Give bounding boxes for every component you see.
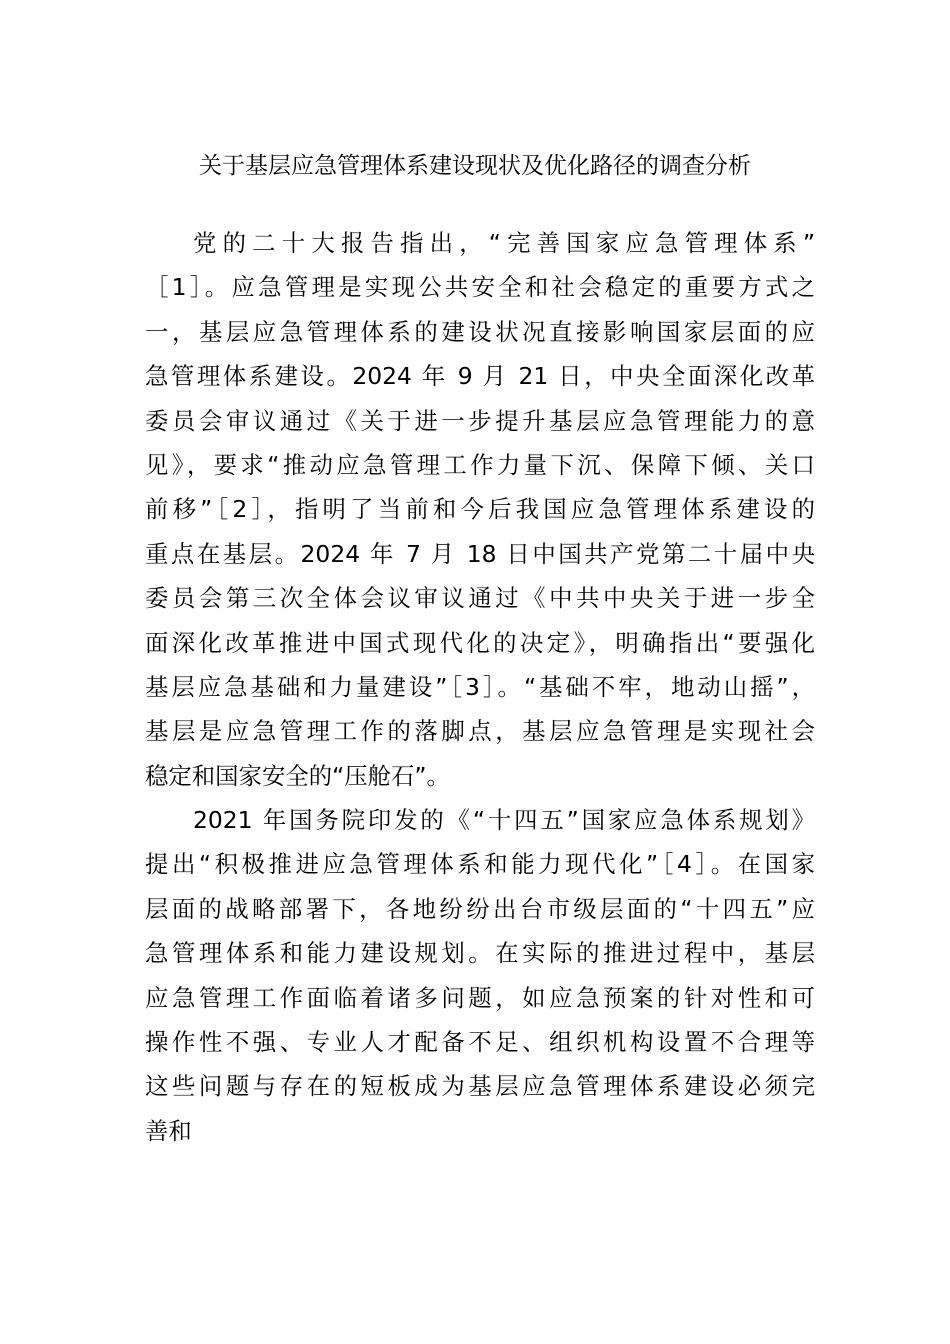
text-line: 操作性不强、专业人才配备不足、组织机构设置不合理等 bbox=[145, 1027, 815, 1056]
text-line: 应急管理工作面临着诸多问题，如应急预案的针对性和可 bbox=[145, 983, 815, 1012]
text-line: 急管理体系建设。2024 年 9 月 21 日，中央全面深化改革 bbox=[145, 362, 815, 391]
text-line: 稳定和国家安全的“压舱石”。 bbox=[145, 761, 450, 790]
text-line: 党的二十大报告指出，“完善国家应急管理体系” bbox=[193, 229, 815, 257]
text-line: 前移”［2］，指明了当前和今后我国应急管理体系建设的 bbox=[145, 495, 815, 524]
text-line: 基层是应急管理工作的落脚点，基层应急管理是实现社会 bbox=[145, 717, 815, 746]
text-line: 委员会第三次全体会议审议通过《中共中央关于进一步全 bbox=[145, 584, 815, 613]
text-line: 一，基层应急管理体系的建设状况直接影响国家层面的应 bbox=[145, 317, 815, 346]
text-line: 善和 bbox=[145, 1116, 192, 1145]
text-line: 基层应急基础和力量建设”［3］。“基础不牢，地动山摇”， bbox=[145, 672, 815, 701]
text-line: 层面的战略部署下，各地纷纷出台市级层面的“十四五”应 bbox=[145, 894, 815, 923]
text-line: 见》，要求“推动应急管理工作力量下沉、保障下倾、关口 bbox=[145, 450, 815, 479]
paragraph-1 bbox=[145, 221, 815, 798]
text-line: 2021 年国务院印发的《“十四五”国家应急体系规划》 bbox=[193, 806, 815, 834]
text-line: 面深化改革推进中国式现代化的决定》，明确指出“要强化 bbox=[145, 628, 815, 657]
text-line: 提出“积极推进应急管理体系和能力现代化”［4］。在国家 bbox=[145, 850, 815, 879]
paragraph-2 bbox=[145, 798, 815, 1153]
text-line: 重点在基层。2024 年 7 月 18 日中国共产党第二十届中央 bbox=[145, 539, 815, 568]
text-line: ［1］。应急管理是实现公共安全和社会稳定的重要方式之 bbox=[145, 273, 815, 302]
document-title: 关于基层应急管理体系建设现状及优化路径的调查分析 bbox=[199, 153, 751, 179]
text-line: 委员会审议通过《关于进一步提升基层应急管理能力的意 bbox=[145, 406, 815, 435]
text-line: 急管理体系和能力建设规划。在实际的推进过程中，基层 bbox=[145, 939, 815, 968]
text-line: 这些问题与存在的短板成为基层应急管理体系建设必须完 bbox=[145, 1072, 815, 1101]
